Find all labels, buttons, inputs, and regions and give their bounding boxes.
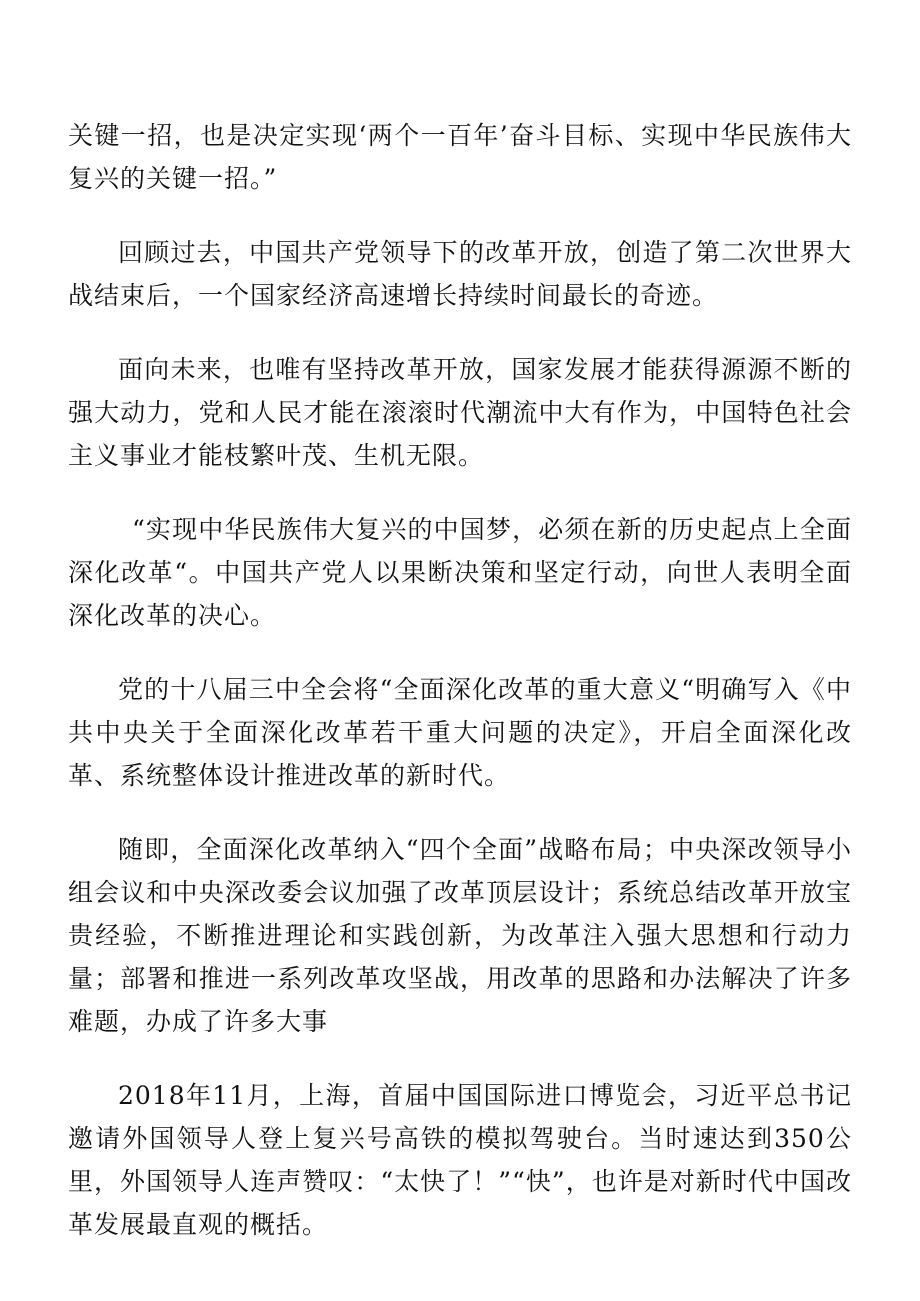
paragraph-third-plenum: 党的十八届三中全会将“全面深化改革的重大意义“明确写入《中共中央关于全面深化改革若干重大问题的决定》，开启全面深化改革、系统整体设计推进改革的新时代。 bbox=[68, 675, 852, 790]
paragraph-continuation: 关键一招，也是决定实现‘两个一百年’奋斗目标、实现中华民族伟大复兴的关键一招。” bbox=[68, 121, 852, 193]
paragraph-four-comprehensives: 随即，全面深化改革纳入“四个全面”战略布局；中央深改领导小组会议和中央深改委会议加强了改革顶层设计；系统总结改革开放宝贵经验，不断推进理论和实践创新，为改革注入强大思想和行动力量；部署和推进一系列改革攻坚战，用改革的思路和办法解决了许多难题，办成了许多大事 bbox=[68, 835, 852, 1036]
paragraph-review-past: 回顾过去，中国共产党领导下的改革开放，创造了第二次世界大战结束后，一个国家经济高速增长持续时间最长的奇迹。 bbox=[68, 238, 852, 310]
paragraph-chinese-dream: “实现中华民族伟大复兴的中国梦，必须在新的历史起点上全面深化改革“。中国共产党人以果断决策和坚定行动，向世人表明全面深化改革的决心。 bbox=[68, 515, 852, 630]
paragraph-face-future: 面向未来，也唯有坚持改革开放，国家发展才能获得源源不断的强大动力，党和人民才能在滚滚时代潮流中大有作为，中国特色社会主义事业才能枝繁叶茂、生机无限。 bbox=[68, 355, 852, 470]
document-body bbox=[68, 114, 852, 1277]
paragraph-import-expo: 2018年11月，上海，首届中国国际进口博览会，习近平总书记邀请外国领导人登上复兴号高铁的模拟驾驶台。当时速达到350公里，外国领导人连声赞叹：“太快了！”“快”，也许是对新时代中国改革发展最直观的概括。 bbox=[68, 1081, 852, 1239]
